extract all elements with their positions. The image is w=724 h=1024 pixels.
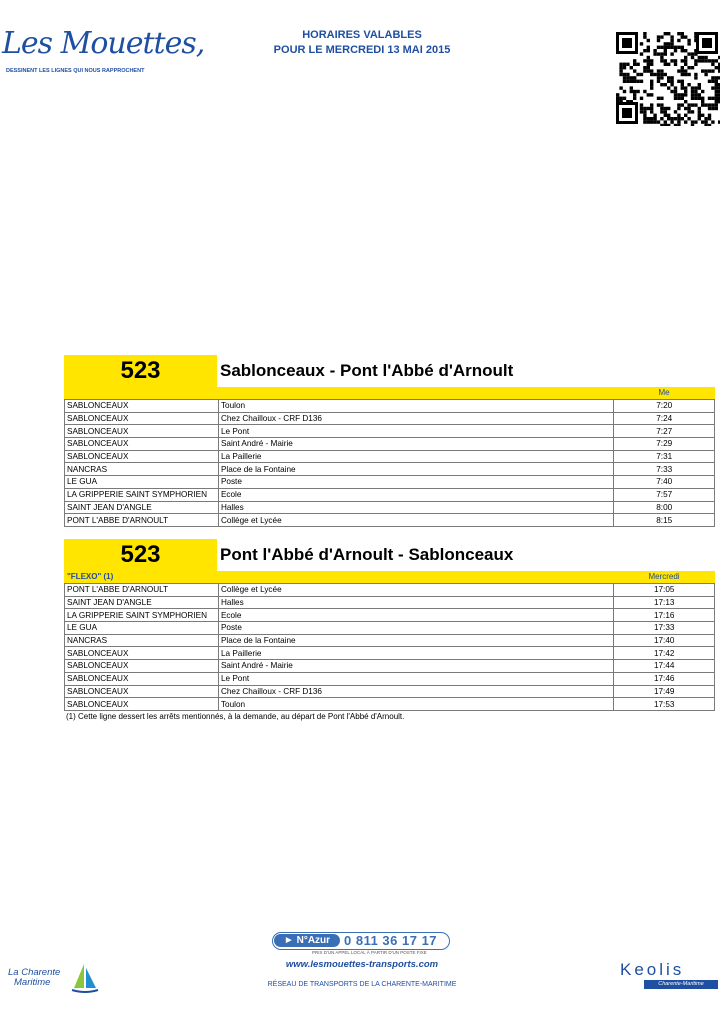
column-header [64, 387, 715, 399]
table-row [65, 622, 715, 635]
time-cell: 7:57 [614, 488, 715, 501]
brand-script: Les Mouettes, [2, 26, 205, 61]
stop-cell: Chez Chailloux - CRF D136 [218, 685, 613, 698]
time-cell: 7:24 [614, 412, 715, 425]
time-cell: 17:49 [614, 685, 715, 698]
commune-cell: LA GRIPPERIE SAINT SYMPHORIEN [65, 488, 219, 501]
commune-cell: SABLONCEAUX [65, 672, 219, 685]
commune-cell: SABLONCEAUX [65, 660, 219, 673]
nazur-label: ► N°Azur [274, 934, 340, 947]
time-cell: 7:31 [614, 450, 715, 463]
validity-header [200, 28, 524, 58]
table-row [65, 584, 715, 597]
commune-cell: SABLONCEAUX [65, 685, 219, 698]
footnote: (1) Cette ligne dessert les arrêts mentionnés, à la demande, au départ de Pont l'Abbé d'Arnoult. [66, 712, 405, 721]
charente-maritime-logo: La Charente Maritime [8, 962, 100, 996]
stop-cell: La Paillerie [218, 647, 613, 660]
time-cell: 17:46 [614, 672, 715, 685]
stop-cell: Halles [218, 596, 613, 609]
table-row [65, 488, 715, 501]
stop-cell: Poste [218, 476, 613, 489]
stop-cell: Ecole [218, 488, 613, 501]
keolis-subtitle: Charente-Maritime [644, 980, 718, 989]
table-row [65, 425, 715, 438]
time-cell: 17:53 [614, 698, 715, 711]
table-row [65, 412, 715, 425]
stop-cell: Toulon [218, 698, 613, 711]
time-cell: 17:44 [614, 660, 715, 673]
table-row [65, 647, 715, 660]
commune-cell: PONT L'ABBE D'ARNOULT [65, 584, 219, 597]
table-row [65, 501, 715, 514]
time-cell: 17:16 [614, 609, 715, 622]
commune-cell: SAINT JEAN D'ANGLE [65, 596, 219, 609]
nazur-phone-badge [272, 932, 450, 950]
line-header [64, 355, 715, 387]
table-row [65, 514, 715, 527]
stop-cell: Ecole [218, 609, 613, 622]
table-row [65, 476, 715, 489]
table-row [65, 698, 715, 711]
keolis-wordmark: Keolis [620, 960, 685, 979]
time-cell: 7:20 [614, 400, 715, 413]
time-cell: 7:29 [614, 438, 715, 451]
table-row [65, 450, 715, 463]
table-row [65, 672, 715, 685]
route-title: Sablonceaux - Pont l'Abbé d'Arnoult [220, 361, 514, 380]
phone-number: 0 811 36 17 17 [344, 933, 438, 948]
route-title: Pont l'Abbé d'Arnoult - Sablonceaux [220, 545, 514, 564]
stop-cell: Place de la Fontaine [218, 634, 613, 647]
keolis-logo [620, 960, 720, 990]
stop-cell: Place de la Fontaine [218, 463, 613, 476]
stops-table [64, 399, 715, 527]
time-cell: 7:40 [614, 476, 715, 489]
day-label: Mercredi [648, 572, 680, 581]
commune-cell: LA GRIPPERIE SAINT SYMPHORIEN [65, 609, 219, 622]
commune-cell: SABLONCEAUX [65, 400, 219, 413]
stop-cell: Chez Chailloux - CRF D136 [218, 412, 613, 425]
brand-tagline: DESSINENT LES LIGNES QUI NOUS RAPPROCHENT [6, 68, 145, 74]
stop-cell: Le Pont [218, 672, 613, 685]
commune-cell: LE GUA [65, 476, 219, 489]
time-cell: 7:27 [614, 425, 715, 438]
time-cell: 17:33 [614, 622, 715, 635]
time-cell: 17:13 [614, 596, 715, 609]
line-number: 523 [64, 539, 217, 571]
stop-cell: Saint André - Mairie [218, 660, 613, 673]
commune-cell: SABLONCEAUX [65, 450, 219, 463]
line-header [64, 539, 715, 571]
stop-cell: Saint André - Mairie [218, 438, 613, 451]
commune-cell: SAINT JEAN D'ANGLE [65, 501, 219, 514]
table-row [65, 463, 715, 476]
table-row [65, 438, 715, 451]
time-cell: 8:15 [614, 514, 715, 527]
time-cell: 8:00 [614, 501, 715, 514]
stops-table [64, 583, 715, 711]
table-row [65, 660, 715, 673]
stop-cell: Le Pont [218, 425, 613, 438]
website-link[interactable]: www.lesmouettes-transports.com [285, 959, 439, 970]
table-row [65, 609, 715, 622]
commune-cell: SABLONCEAUX [65, 425, 219, 438]
stop-cell: Halles [218, 501, 613, 514]
table-row [65, 634, 715, 647]
stop-cell: Poste [218, 622, 613, 635]
stop-cell: Toulon [218, 400, 613, 413]
commune-cell: SABLONCEAUX [65, 647, 219, 660]
commune-cell: SABLONCEAUX [65, 438, 219, 451]
network-label: RÉSEAU DE TRANSPORTS DE LA CHARENTE-MARITIME [267, 981, 457, 988]
table-row [65, 400, 715, 413]
table-row [65, 685, 715, 698]
column-header [64, 571, 715, 583]
line-number: 523 [64, 355, 217, 387]
time-cell: 7:33 [614, 463, 715, 476]
phone-note: PRIX D'UN APPEL LOCAL À PARTIR D'UN POSTE FIXE [312, 950, 427, 955]
time-cell: 17:05 [614, 584, 715, 597]
validity-line2: POUR LE MERCREDI 13 MAI 2015 [273, 44, 451, 56]
commune-cell: SABLONCEAUX [65, 698, 219, 711]
time-cell: 17:40 [614, 634, 715, 647]
qr-code-icon [614, 30, 720, 126]
commune-cell: NANCRAS [65, 463, 219, 476]
commune-cell: SABLONCEAUX [65, 412, 219, 425]
commune-cell: NANCRAS [65, 634, 219, 647]
day-label: Me [658, 388, 670, 397]
period-label: "FLEXO" (1) [67, 572, 114, 581]
commune-cell: PONT L'ABBE D'ARNOULT [65, 514, 219, 527]
stop-cell: La Paillerie [218, 450, 613, 463]
time-cell: 17:42 [614, 647, 715, 660]
les-mouettes-logo [2, 26, 205, 78]
sail-icon [70, 962, 100, 994]
stop-cell: Collège et Lycée [218, 514, 613, 527]
table-row [65, 596, 715, 609]
commune-cell: LE GUA [65, 622, 219, 635]
validity-line1: HORAIRES VALABLES [302, 29, 422, 41]
stop-cell: Collège et Lycée [218, 584, 613, 597]
